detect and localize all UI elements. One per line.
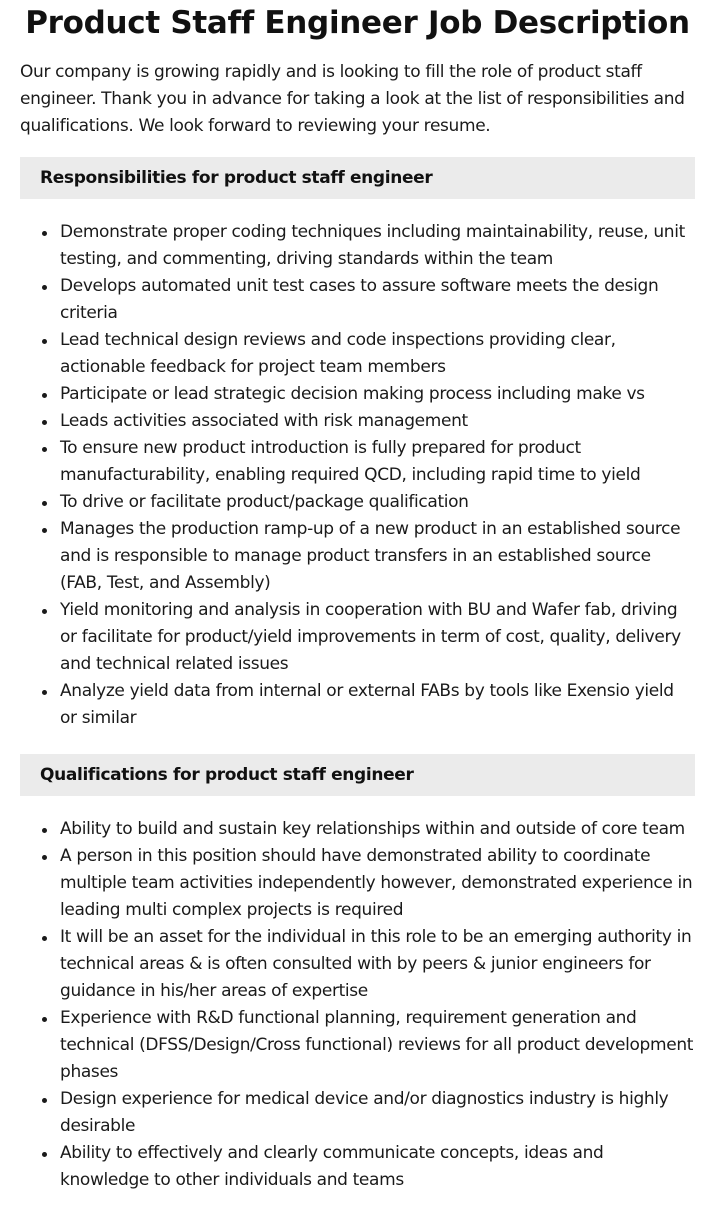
page-title: Product Staff Engineer Job Description <box>25 5 690 41</box>
qualifications-heading: Qualifications for product staff engineer <box>20 754 695 796</box>
qualifications-list <box>20 816 695 1194</box>
intro-paragraph: Our company is growing rapidly and is looking to fill the role of product staff engineer. Thank you in advance for taking a look at the list of responsibilities and qualifications. We look forward to reviewing your resume. <box>20 62 685 136</box>
list-item: Participate or lead strategic decision making process including make vs <box>20 381 695 408</box>
responsibilities-list <box>20 219 695 732</box>
list-item: Analyze yield data from internal or external FABs by tools like Exensio yield or similar <box>20 678 695 732</box>
list-item: A person in this position should have demonstrated ability to coordinate multiple team activities independently however, demonstrated experience in leading multi complex projects is required <box>20 843 695 924</box>
list-item: Experience with R&D functional planning, requirement generation and technical (DFSS/Design/Cross functional) reviews for all product development phases <box>20 1005 695 1086</box>
list-item: Design experience for medical device and/or diagnostics industry is highly desirable <box>20 1086 695 1140</box>
responsibilities-heading: Responsibilities for product staff engineer <box>20 157 695 199</box>
list-item: To ensure new product introduction is fully prepared for product manufacturability, enabling required QCD, including rapid time to yield <box>20 435 695 489</box>
list-item: Yield monitoring and analysis in cooperation with BU and Wafer fab, driving or facilitate for product/yield improvements in term of cost, quality, delivery and technical related issues <box>20 597 695 678</box>
list-item: It will be an asset for the individual in this role to be an emerging authority in technical areas & is often consulted with by peers & junior engineers for guidance in his/her areas of expertise <box>20 924 695 1005</box>
list-item: To drive or facilitate product/package qualification <box>20 489 695 516</box>
list-item: Lead technical design reviews and code inspections providing clear, actionable feedback for project team members <box>20 327 695 381</box>
list-item: Ability to build and sustain key relationships within and outside of core team <box>20 816 695 843</box>
list-item: Develops automated unit test cases to assure software meets the design criteria <box>20 273 695 327</box>
list-item: Ability to effectively and clearly communicate concepts, ideas and knowledge to other individuals and teams <box>20 1140 695 1194</box>
list-item: Manages the production ramp-up of a new product in an established source and is responsible to manage product transfers in an established source (FAB, Test, and Assembly) <box>20 516 695 597</box>
list-item: Leads activities associated with risk management <box>20 408 695 435</box>
list-item: Demonstrate proper coding techniques including maintainability, reuse, unit testing, and commenting, driving standards within the team <box>20 219 695 273</box>
job-description-page <box>20 0 695 1194</box>
